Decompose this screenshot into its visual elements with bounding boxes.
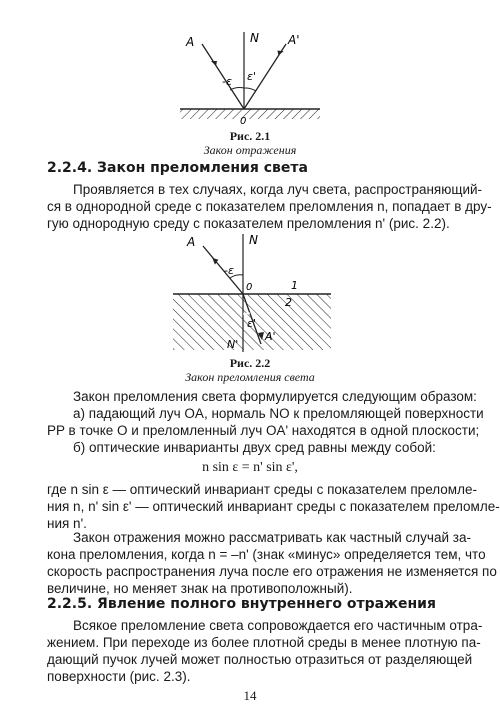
figure2-caption-text: Закон преломления света xyxy=(185,370,315,384)
text-line: б) оптические инварианты двух сред равны между собой: xyxy=(73,440,436,455)
label-n: N xyxy=(249,233,258,247)
text-line: PP в точке O и преломленный луч OA' находятся в одной плоскости; xyxy=(47,423,480,438)
text-line: жением. При переходе из более плотной среды в менее плотную па- xyxy=(47,635,481,650)
paragraph-reflection-special-case xyxy=(47,529,497,597)
text-line: скорость распространения луча после его отражения не изменяется по xyxy=(47,564,497,579)
text-line: ся в однородной среде с показателем преломления n, попадает в дру- xyxy=(47,199,492,214)
label-angle-incidence: -ε xyxy=(222,75,232,88)
text-line: поверхности (рис. 2.3). xyxy=(47,669,191,684)
text-line: гую однородную среду с показателем преломления n' (рис. 2.2). xyxy=(47,216,450,231)
label-point-o: 0 xyxy=(246,282,253,293)
figure-refraction-diagram xyxy=(165,232,345,357)
text-line: величине, но меняет знак на противоположный). xyxy=(47,581,353,596)
paragraph-refraction-intro xyxy=(47,181,492,232)
page-number: 14 xyxy=(243,688,257,703)
text-line: ния n, n' sin ε' — оптический инвариант среды с показателем преломле- xyxy=(47,499,500,514)
label-n-prime: N' xyxy=(227,338,239,351)
label-angle-reflection: ε' xyxy=(247,70,256,83)
refraction-formula: n sin ε = n' sin ε', xyxy=(202,460,298,475)
label-a: A xyxy=(186,35,195,49)
label-a: A xyxy=(187,235,196,249)
text-line: кона преломления, когда n = –n' (знак «минус» определяется тем, что xyxy=(47,547,486,562)
text-line: Закон преломления света формулируется следующим образом: xyxy=(73,389,477,404)
incident-ray xyxy=(203,246,243,294)
text-line: где n sin ε — оптический инвариант среды с показателем преломле- xyxy=(47,482,477,497)
label-n: N xyxy=(250,31,259,45)
text-line: ния n'. xyxy=(47,516,87,531)
surface-hatching xyxy=(180,109,320,119)
paragraph-refraction-law xyxy=(47,388,484,456)
text-line: Всякое преломление света сопровождается его частичным отра- xyxy=(73,618,483,633)
figure1-caption-number: Рис. 2.1 xyxy=(229,129,271,143)
reflected-arrow-icon xyxy=(277,49,284,55)
label-point-o: 0 xyxy=(240,116,247,127)
label-medium-2: 2 xyxy=(285,296,292,309)
label-a-prime: A' xyxy=(288,33,300,47)
section-heading-refraction: 2.2.4. Закон преломления света xyxy=(47,160,308,176)
text-line: дающий пучок лучей может полностью отразиться от разделяющей xyxy=(47,652,473,667)
text-line: Проявляется в тех случаях, когда луч света, распространяющий- xyxy=(73,182,483,197)
section-heading-total-internal-reflection: 2.2.5. Явление полного внутреннего отражения xyxy=(47,596,436,612)
label-medium-1: 1 xyxy=(291,279,298,292)
figure1-caption-text: Закон отражения xyxy=(203,143,297,157)
label-angle-incidence: -ε xyxy=(224,264,234,277)
paragraph-invariant-definition xyxy=(47,481,500,532)
incident-arrow-icon xyxy=(211,61,217,66)
label-a-prime: A' xyxy=(265,330,276,343)
paragraph-total-internal-reflection xyxy=(47,617,483,685)
text-line: Закон отражения можно рассматривать как частный случай за- xyxy=(73,530,471,545)
figure2-caption-number: Рис. 2.2 xyxy=(229,356,271,370)
figure-reflection-diagram xyxy=(160,30,340,130)
text-line: а) падающий луч OA, нормаль NO к преломляющей поверхности xyxy=(73,406,484,421)
label-angle-refraction: ε' xyxy=(247,317,256,330)
